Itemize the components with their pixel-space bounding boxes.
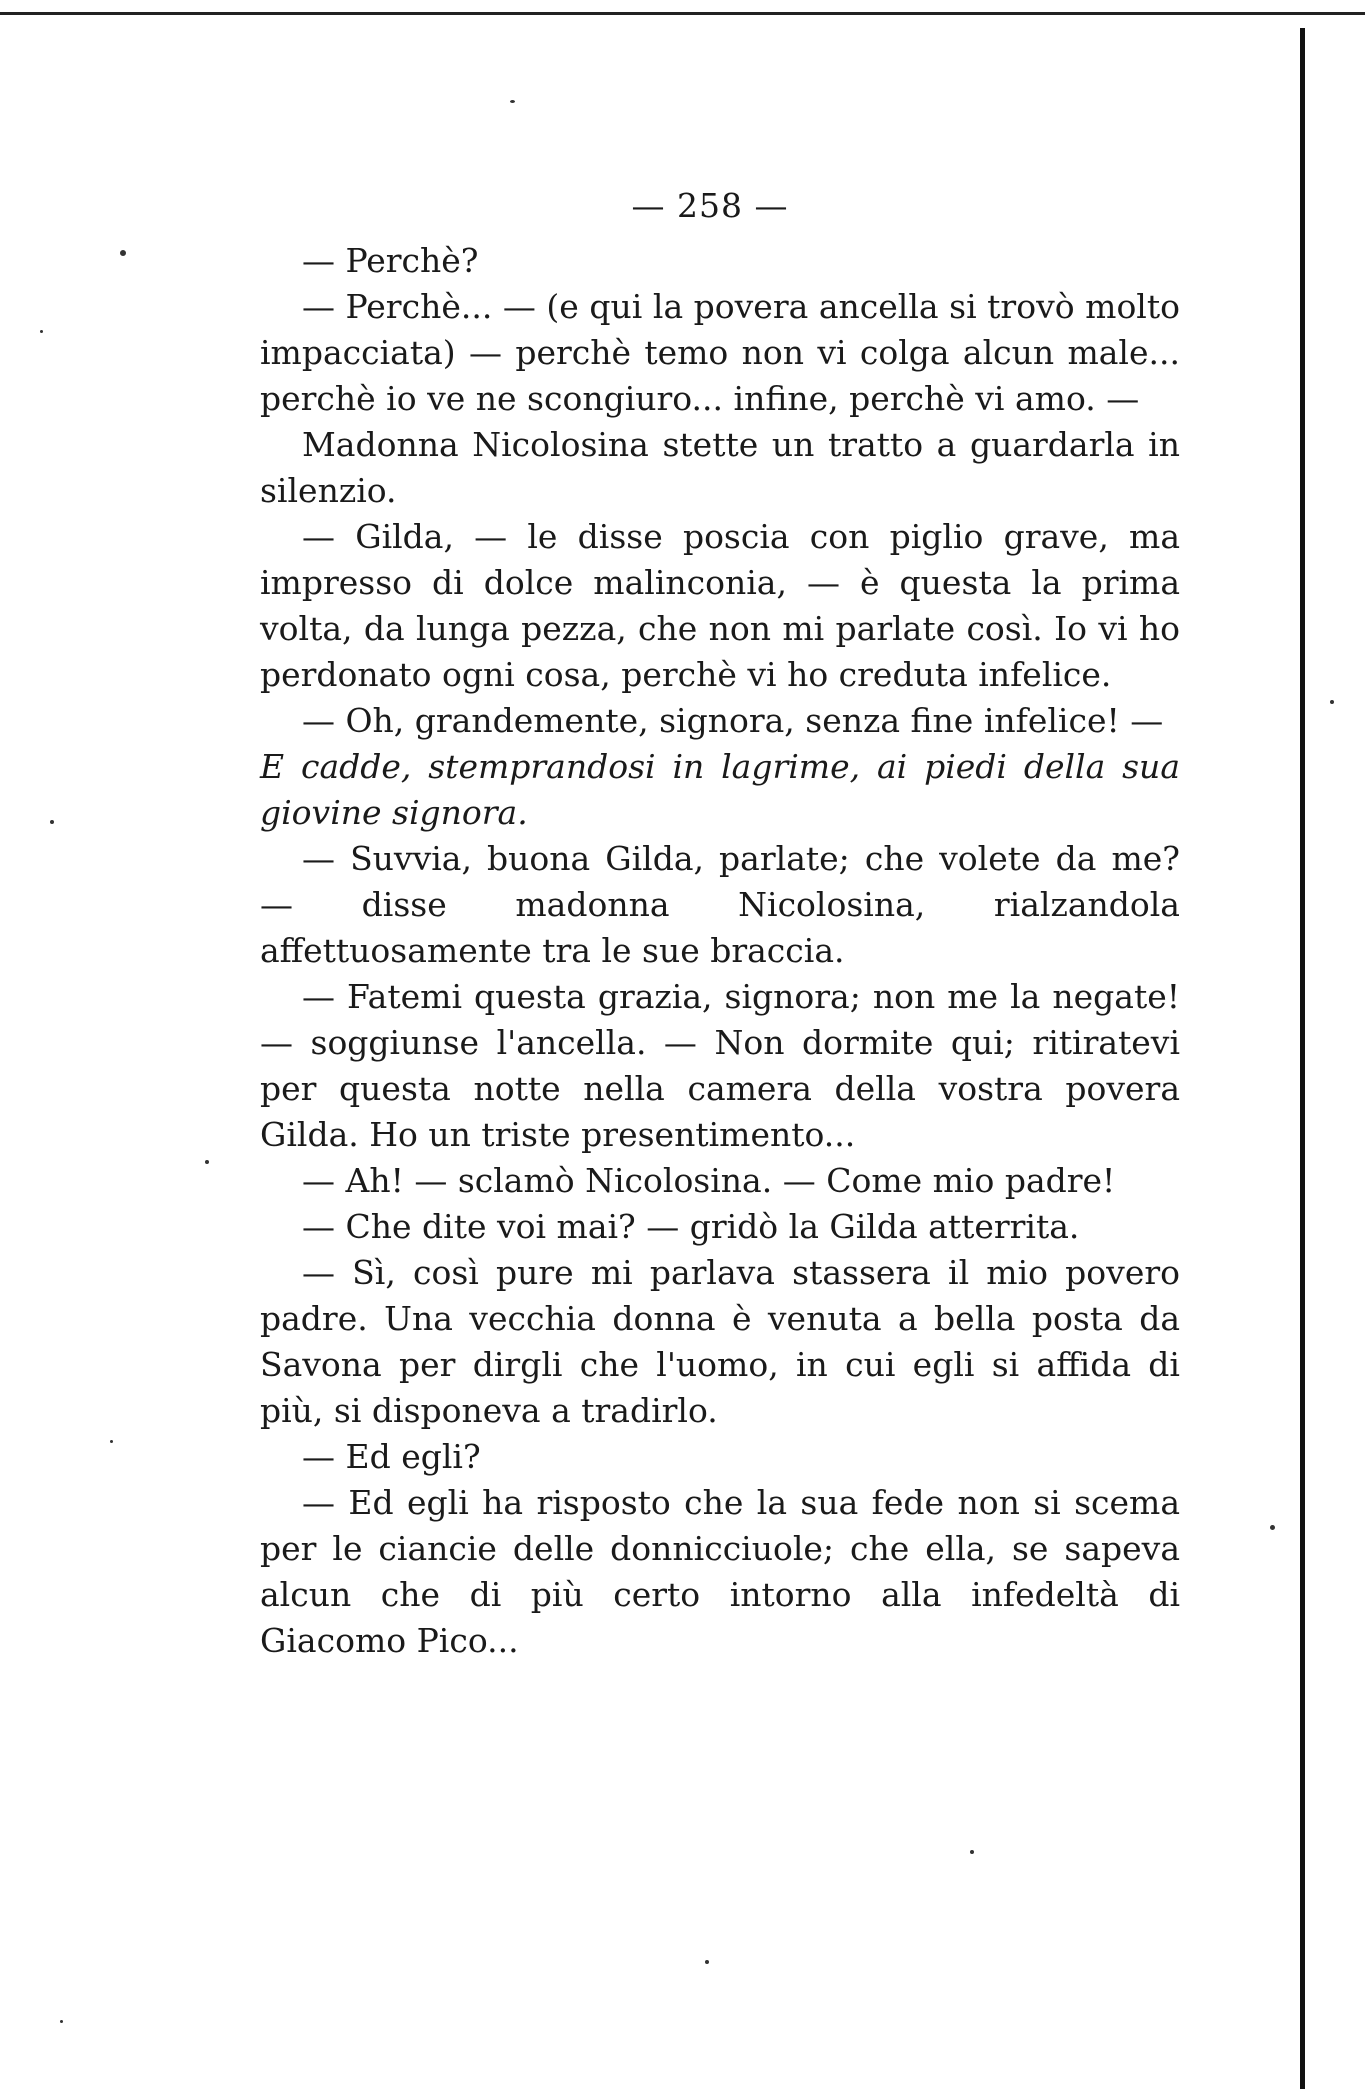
scan-speck bbox=[705, 1960, 709, 1964]
paragraph: — Ed egli ha risposto che la sua fede non si scema per le ciancie delle donnicciuole; che ella, se sapeva alcun che di più certo intorno alla infedeltà di Giacomo Pico... bbox=[260, 1483, 1180, 1660]
paragraph: — Perchè... — (e qui la povera ancella si trovò molto impacciata) — perchè temo non vi colga alcun male... perchè io ve ne scongiuro... infine, perchè vi amo. — bbox=[260, 287, 1180, 418]
paragraph: Madonna Nicolosina stette un tratto a guardarla in silenzio. bbox=[260, 425, 1180, 510]
scan-speck bbox=[1270, 1525, 1275, 1530]
paragraph: — Suvvia, buona Gilda, parlate; che volete da me? — disse madonna Nicolosina, rialzandola affettuosamente tra le sue braccia. bbox=[260, 839, 1180, 970]
scan-speck bbox=[40, 330, 43, 333]
scan-speck bbox=[1330, 700, 1334, 704]
scan-speck bbox=[60, 2020, 63, 2023]
page-number: — 258 — bbox=[631, 186, 789, 225]
paragraph: — Sì, così pure mi parlava stassera il mio povero padre. Una vecchia donna è venuta a bella posta da Savona per dirgli che l'uomo, in cui egli si affida di più, si disponeva a tradirlo. bbox=[260, 1253, 1180, 1430]
scan-speck bbox=[110, 1440, 113, 1443]
paragraph: — Ah! — sclamò Nicolosina. — Come mio padre! bbox=[302, 1161, 1116, 1200]
paragraph: E cadde, stemprandosi in lagrime, ai piedi della sua giovine signora. bbox=[260, 747, 1180, 832]
right-border-line bbox=[1300, 28, 1305, 2089]
scan-speck bbox=[970, 1850, 974, 1854]
paragraph: — Oh, grandemente, signora, senza fine infelice! — bbox=[302, 701, 1164, 740]
scan-speck bbox=[120, 250, 126, 256]
scan-speck bbox=[205, 1160, 209, 1164]
paragraph: — Che dite voi mai? — gridò la Gilda atterrita. bbox=[302, 1207, 1080, 1246]
body-text bbox=[260, 238, 1180, 1664]
paragraph: — Ed egli? bbox=[302, 1437, 481, 1476]
scan-speck bbox=[50, 820, 54, 824]
paragraph: — Perchè? bbox=[302, 241, 479, 280]
paragraph: — Gilda, — le disse poscia con piglio grave, ma impresso di dolce malinconia, — è questa la prima volta, da lunga pezza, che non mi parlate così. Io vi ho perdonato ogni cosa, perchè vi ho creduta infelice. bbox=[260, 517, 1180, 694]
scan-speck bbox=[510, 100, 515, 103]
top-border-line bbox=[0, 12, 1365, 15]
paragraph: — Fatemi questa grazia, signora; non me la negate! — soggiunse l'ancella. — Non dormite qui; ritiratevi per questa notte nella camera della vostra povera Gilda. Ho un triste presentimento... bbox=[260, 977, 1180, 1154]
